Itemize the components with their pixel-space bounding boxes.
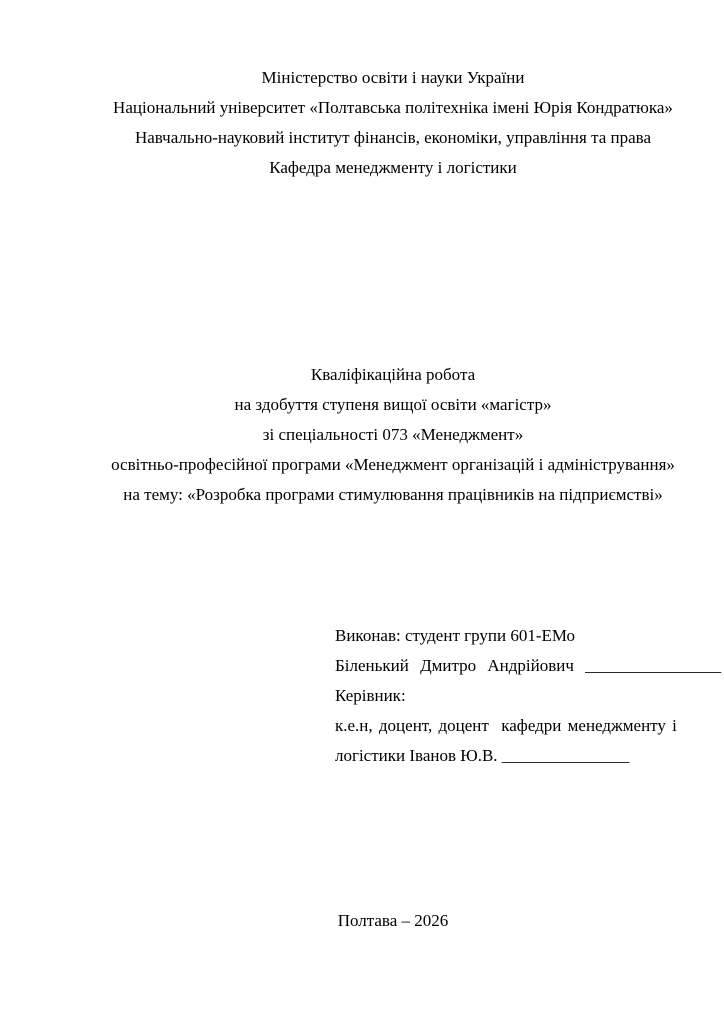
work-title-block <box>96 360 690 510</box>
ministry-line: Міністерство освіти і науки України <box>261 68 525 87</box>
topic-line: на тему: «Розробка програми стимулювання працівників на підприємстві» <box>123 485 663 504</box>
specialty-line: зі спеціальності 073 «Менеджмент» <box>262 425 524 444</box>
student-name-line: Біленький Дмитро Андрійович ________________ <box>335 656 722 675</box>
work-type-line: Кваліфікаційна робота <box>310 365 476 384</box>
program-line: освітньо-професійної програми «Менеджмент організацій і адміністрування» <box>111 455 675 474</box>
degree-line: на здобуття ступеня вищої освіти «магістр» <box>234 395 552 414</box>
executor-line: Виконав: студент групи 601-ЕМо <box>335 626 576 645</box>
header-block <box>96 63 690 183</box>
supervisor-name-line: логістики Іванов Ю.В. _______________ <box>335 746 630 765</box>
university-line: Національний університет «Полтавська політехніка імені Юрія Кондратюка» <box>113 98 673 117</box>
footer-block <box>96 906 690 936</box>
author-block <box>335 621 722 771</box>
supervisor-label-line: Керівник: <box>335 686 406 705</box>
department-line: Кафедра менеджменту і логістики <box>269 158 517 177</box>
supervisor-title-line: к.е.н, доцент, доцент кафедри менеджменту і <box>335 716 677 735</box>
institute-line: Навчально-науковий інститут фінансів, економіки, управління та права <box>134 128 652 147</box>
city-year-line: Полтава – 2026 <box>337 911 449 930</box>
